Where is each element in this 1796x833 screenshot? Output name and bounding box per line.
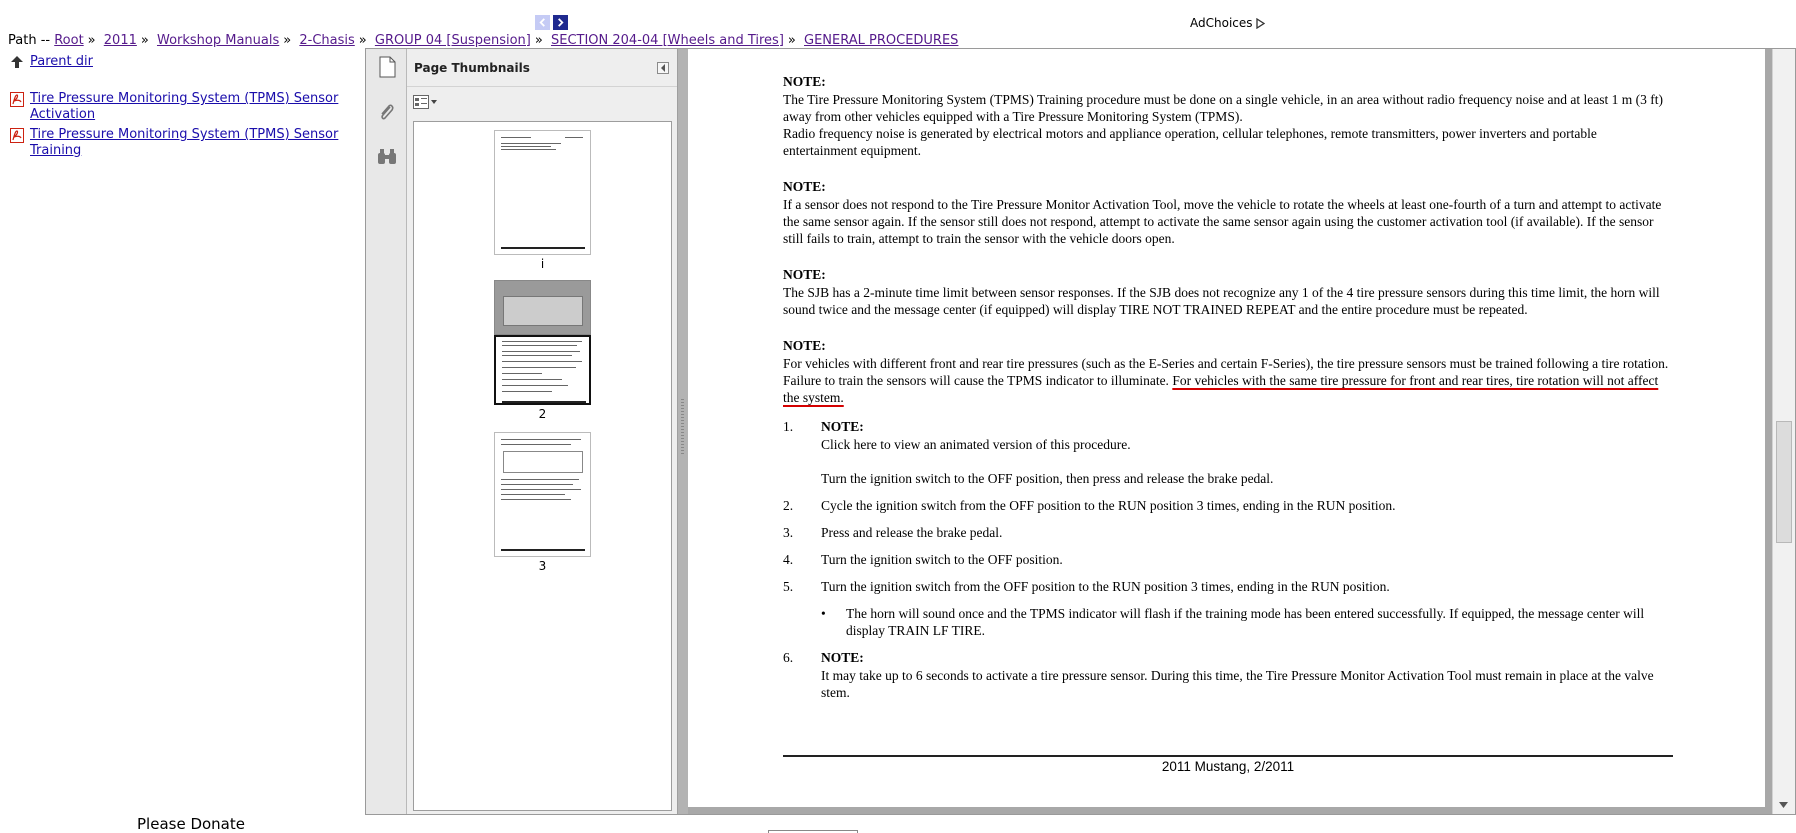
note-text: The Tire Pressure Monitoring System (TPMS) Training procedure must be done on a single vehicle, in an area without radio frequency noise and at least 1 m (3 ft) away from other vehicles equipped with a Tire Pressure Monitoring System (TPMS).	[783, 92, 1663, 124]
adchoices-label: AdChoices	[1190, 16, 1253, 30]
thumbnail-page-1[interactable]	[494, 130, 591, 271]
pdf-viewer	[365, 48, 1796, 815]
page-footer: 2011 Mustang, 2/2011	[783, 755, 1673, 774]
scroll-down-icon[interactable]	[1779, 802, 1788, 808]
document-body	[783, 73, 1673, 711]
pages-icon[interactable]	[375, 55, 399, 79]
procedure-steps	[783, 418, 1673, 701]
step-text: Turn the ignition switch to the OFF position, then press and release the brake pedal.	[821, 471, 1274, 486]
step-number: 4.	[783, 552, 794, 567]
note-block	[783, 337, 1673, 406]
thumbnails-title: Page Thumbnails	[414, 60, 530, 75]
breadcrumb-2-chasis[interactable]: 2-Chasis	[299, 33, 355, 48]
note-heading: NOTE:	[783, 179, 826, 194]
note-text: The SJB has a 2-minute time limit between sensor responses. If the SJB does not recognize any 1 of the 4 tire pressure sensors during this time limit, the horn will sound twice and the message center (if equipped) will display TIRE NOT TRAINED REPEAT and the entire procedure must be repeated.	[783, 285, 1660, 317]
up-arrow-icon	[10, 55, 24, 69]
thumbnail-list	[413, 121, 672, 811]
thumbnail-page-3[interactable]	[494, 432, 591, 573]
pdf-file-icon	[10, 92, 24, 107]
thumbnail-image	[494, 335, 591, 405]
prev-page-button[interactable]	[535, 15, 550, 30]
step-item	[783, 524, 1673, 541]
chevron-left-icon	[538, 18, 547, 27]
adchoices-link[interactable]	[1190, 16, 1265, 30]
step-item	[783, 649, 1673, 701]
thumbnail-image	[494, 432, 591, 557]
red-underlined-text: For vehicles with the same tire pressure for front and rear tires, tire rotation will not affect the system.	[783, 373, 1659, 405]
thumbnails-header	[407, 49, 677, 87]
note-text-plain: For vehicles with different front and rear tire pressures (such as the E-Series and certain F-Series), the tire pressure sensors must be trained following a tire rotation. Failure to train the sensors will cause the TPMS indicator to illuminate.	[783, 356, 1669, 388]
note-heading: NOTE:	[783, 338, 826, 353]
chevron-down-icon	[431, 100, 437, 104]
note-block	[783, 266, 1673, 318]
next-page-button[interactable]	[553, 15, 568, 30]
note-text: Radio frequency noise is generated by electrical motors and appliance operation, cellular telephones, remote transmitters, power inverters and portable entertainment equipment.	[783, 126, 1597, 158]
chevron-left-icon	[660, 64, 666, 72]
note-block	[783, 73, 1673, 159]
viewer-toolstrip	[366, 49, 407, 814]
step-text: It may take up to 6 seconds to activate a tire pressure sensor. During this time, the Tire Pressure Monitor Activation Tool must remain in place at the valve stem.	[821, 668, 1654, 700]
thumbnail-label: 2	[538, 407, 547, 421]
step-number: 6.	[783, 650, 794, 665]
note-heading: NOTE:	[783, 74, 826, 89]
breadcrumb: Path -- Root » 2011 » Workshop Manuals » 2-Chasis » GROUP 04 [Suspension] » SECTION 204-04 [Wheels and Tires] » GENERAL PROCEDURES	[8, 33, 959, 48]
breadcrumb-prefix: Path --	[8, 33, 51, 48]
note-heading: NOTE:	[783, 267, 826, 282]
step-item	[783, 497, 1673, 514]
breadcrumb-workshop-manuals[interactable]: Workshop Manuals	[156, 33, 280, 48]
thumbnail-label: i	[540, 257, 545, 271]
step-text: Press and release the brake pedal.	[821, 525, 1003, 540]
note-text: If a sensor does not respond to the Tire Pressure Monitor Activation Tool, move the vehicle to rotate the wheels at least one-fourth of a turn and attempt to activate the same sensor again. If the sensor still does not respond, attempt to activate the same sensor again using the customer activation tool (if available). If the sensor still fails to train, attempt to train the sensor with the vehicle doors open.	[783, 197, 1662, 246]
bullet-mark: •	[821, 606, 826, 621]
document-scrollbar[interactable]	[1772, 49, 1795, 814]
paperclip-icon[interactable]	[375, 101, 399, 125]
parent-dir-row	[10, 54, 93, 69]
chevron-right-icon	[556, 18, 565, 27]
step-note-heading: NOTE:	[821, 419, 864, 434]
note-text	[783, 355, 1673, 406]
step-text: Turn the ignition switch from the OFF position to the RUN position 3 times, ending in the RUN position.	[821, 579, 1390, 594]
parent-dir-link[interactable]: Parent dir	[30, 54, 93, 69]
step-item	[783, 551, 1673, 568]
breadcrumb-section-204-04[interactable]: SECTION 204-04 [Wheels and Tires]	[550, 33, 784, 48]
step-number: 1.	[783, 419, 794, 434]
list-item	[10, 127, 365, 159]
step-number: 2.	[783, 498, 794, 513]
file-link-tpms-activation-cont[interactable]: Activation	[30, 107, 96, 122]
scrollbar-thumb[interactable]	[1776, 421, 1792, 543]
thumbnail-page-2[interactable]	[494, 280, 591, 421]
panel-splitter[interactable]	[678, 49, 688, 814]
list-item	[10, 91, 365, 123]
step-sub-bullet	[821, 605, 1673, 639]
donate-label[interactable]: Please Donate	[137, 815, 245, 833]
page-nav-arrows	[535, 15, 568, 30]
breadcrumb-root[interactable]: Root	[54, 33, 84, 48]
thumbnail-options-button[interactable]	[413, 95, 437, 109]
breadcrumb-2011[interactable]: 2011	[103, 33, 137, 48]
step-item	[783, 578, 1673, 639]
binoculars-icon[interactable]	[375, 145, 399, 169]
pdf-file-icon	[10, 128, 24, 143]
thumbnails-panel	[407, 49, 678, 814]
file-list	[10, 91, 365, 163]
adchoices-icon	[1256, 18, 1265, 29]
breadcrumb-group-04[interactable]: GROUP 04 [Suspension]	[374, 33, 531, 48]
breadcrumb-general-procedures[interactable]: GENERAL PROCEDURES	[804, 33, 959, 48]
thumbnail-label: 3	[538, 559, 547, 573]
bullet-text: The horn will sound once and the TPMS indicator will flash if the training mode has been entered successfully. If equipped, the message center will display TRAIN LF TIRE.	[846, 606, 1645, 638]
animation-link-text[interactable]: Click here to view an animated version of this procedure.	[821, 437, 1131, 452]
step-item	[783, 418, 1673, 487]
thumbnail-visible-region	[494, 280, 591, 335]
collapse-panel-button[interactable]	[657, 62, 669, 74]
document-page	[688, 49, 1765, 807]
step-number: 3.	[783, 525, 794, 540]
file-link-tpms-training[interactable]: Tire Pressure Monitoring System (TPMS) Sensor Training	[30, 127, 339, 158]
step-text: Turn the ignition switch to the OFF position.	[821, 552, 1063, 567]
step-note-heading: NOTE:	[821, 650, 864, 665]
step-text: Cycle the ignition switch from the OFF position to the RUN position 3 times, ending in the RUN position.	[821, 498, 1396, 513]
file-link-tpms-activation[interactable]: Tire Pressure Monitoring System (TPMS) Sensor	[30, 91, 339, 106]
note-block	[783, 178, 1673, 247]
step-number: 5.	[783, 579, 794, 594]
thumbnail-image	[494, 130, 591, 255]
thumbnail-options-icon	[413, 95, 429, 109]
